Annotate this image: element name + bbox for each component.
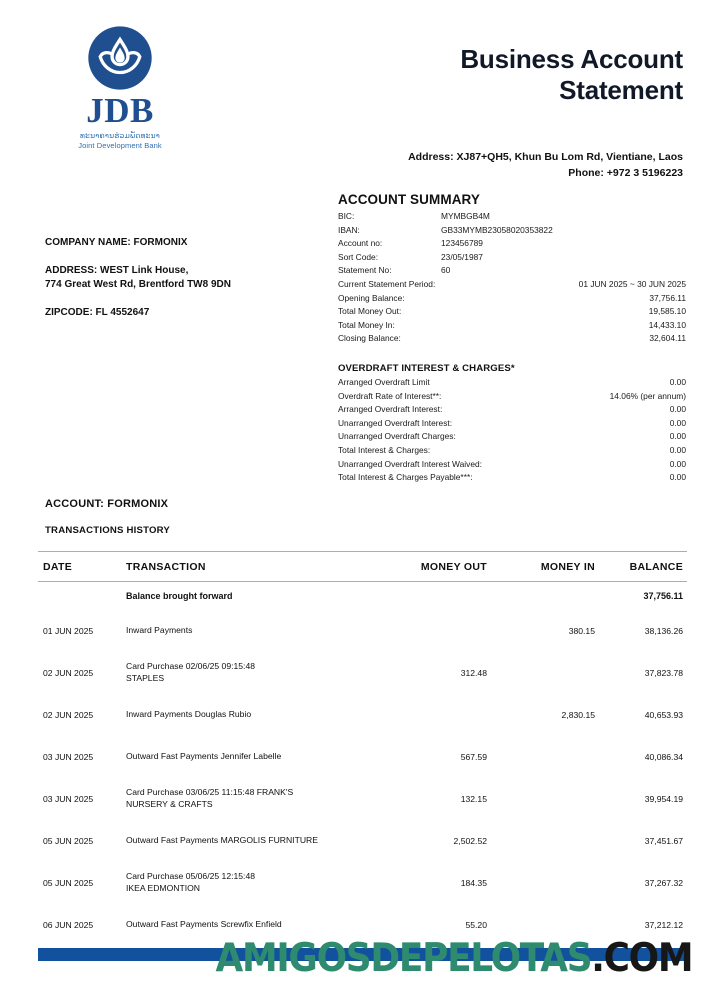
row-date: 03 JUN 2025	[43, 794, 94, 804]
summary-balance-value: 37,756.11	[649, 292, 686, 303]
summary-balance-label: Total Money In:	[338, 319, 395, 330]
charges-label: Overdraft Rate of Interest**:	[338, 390, 442, 401]
charges-row	[338, 403, 686, 417]
row-description	[126, 835, 375, 847]
overdraft-charges-title: OVERDRAFT INTEREST & CHARGES*	[338, 363, 515, 374]
summary-field-label: Account no:	[338, 238, 383, 249]
charges-label: Arranged Overdraft Limit	[338, 377, 430, 387]
row-description-line-2: STAPLES	[126, 673, 165, 683]
charges-value: 0.00	[669, 404, 686, 415]
table-row[interactable]	[38, 862, 687, 904]
charges-label: Total Interest & Charges Payable***:	[338, 472, 473, 483]
summary-balance-label: Total Money Out:	[338, 306, 402, 317]
row-balance: 37,212.12	[644, 920, 683, 930]
customer-address-line-1: ADDRESS: WEST Link House,	[45, 264, 189, 276]
column-header-balance: BALANCE	[629, 560, 683, 573]
summary-field	[338, 210, 686, 224]
row-money-in: 380.15	[568, 626, 595, 636]
row-balance: 40,653.93	[644, 710, 683, 720]
summary-balance-row	[338, 278, 686, 292]
overdraft-charges	[338, 363, 686, 485]
row-description-line-1: Outward Fast Payments Jennifer Labelle	[126, 751, 282, 762]
table-row[interactable]	[38, 778, 687, 820]
charges-label: Arranged Overdraft Interest:	[338, 404, 443, 415]
account-summary-title: ACCOUNT SUMMARY	[338, 192, 480, 207]
charges-row	[338, 430, 686, 444]
charges-value: 0.00	[669, 431, 686, 442]
column-header-money-out: MONEY OUT	[420, 560, 487, 573]
summary-field	[338, 237, 686, 251]
bank-contact	[408, 150, 683, 182]
watermark-primary: AMIGOSDEPELOTAS	[215, 936, 591, 981]
summary-field	[338, 264, 686, 278]
row-description	[126, 787, 375, 810]
charges-label: Unarranged Overdraft Charges:	[338, 431, 456, 442]
customer-details	[45, 236, 315, 320]
bbf-label: Balance brought forward	[126, 591, 233, 601]
row-description-line-2: NURSERY & CRAFTS	[126, 799, 213, 809]
row-money-out: 2,502.52	[453, 836, 487, 846]
charges-row	[338, 471, 686, 485]
charges-value: 14.06% (per annum)	[609, 390, 686, 401]
summary-field-label: IBAN:	[338, 224, 360, 235]
row-money-out: 312.48	[460, 668, 487, 678]
row-date: 05 JUN 2025	[43, 878, 94, 888]
bank-address: Address: XJ87+QH5, Khun Bu Lom Rd, Vientiane, Laos	[408, 151, 683, 163]
row-description-line-1: Outward Fast Payments Screwfix Enfield	[126, 919, 282, 930]
bank-name-full: Joint Development Bank	[78, 140, 162, 150]
row-description	[126, 661, 375, 684]
row-date: 03 JUN 2025	[43, 752, 94, 762]
row-description	[126, 919, 375, 931]
charges-value: 0.00	[669, 458, 686, 469]
row-balance: 37,823.78	[644, 668, 683, 678]
balance-brought-forward-row	[38, 582, 687, 610]
summary-field-label: Statement No:	[338, 265, 392, 276]
summary-balance-value: 14,433.10	[648, 319, 686, 330]
summary-balance-label: Opening Balance:	[338, 292, 405, 303]
title-line-2: Statement	[559, 74, 683, 105]
transactions-heading	[45, 498, 170, 536]
row-balance: 37,451.67	[644, 836, 683, 846]
page-title	[460, 44, 683, 105]
charges-row	[338, 376, 686, 390]
row-balance: 40,086.34	[644, 752, 683, 762]
row-description-line-1: Card Purchase 02/06/25 09:15:48	[126, 661, 255, 672]
charges-label: Total Interest & Charges:	[338, 445, 431, 456]
summary-balance-row	[338, 319, 686, 333]
customer-address-line-2: 774 Great West Rd, Brentford TW8 9DN	[45, 279, 231, 290]
row-money-out: 184.35	[460, 878, 487, 888]
table-row[interactable]	[38, 652, 687, 694]
watermark-suffix: .COM	[590, 936, 692, 981]
row-description-line-1: Inward Payments	[126, 625, 193, 636]
document-header	[0, 22, 720, 179]
summary-balance-value: 32,604.11	[649, 333, 686, 344]
charges-value: 0.00	[669, 472, 686, 483]
row-description-line-1: Card Purchase 05/06/25 12:15:48	[126, 871, 255, 882]
summary-field-value: GB33MYMB23058020353822	[441, 224, 553, 235]
table-header-row	[38, 552, 687, 581]
lotus-droplet-icon	[87, 25, 153, 91]
summary-balance-label: Current Statement Period:	[338, 279, 436, 290]
transactions-account: ACCOUNT: FORMONIX	[45, 498, 169, 510]
row-balance: 37,267.32	[644, 878, 683, 888]
charges-label: Unarranged Overdraft Interest:	[338, 417, 453, 428]
row-money-out: 567.59	[460, 752, 487, 762]
column-header-money-in: MONEY IN	[540, 560, 595, 573]
row-description-line-2: IKEA EDMONTION	[126, 883, 201, 893]
charges-value: 0.00	[669, 417, 686, 428]
row-date: 02 JUN 2025	[43, 668, 94, 678]
customer-zipcode: ZIPCODE: FL 4552647	[45, 306, 150, 318]
summary-field-value: 23/05/1987	[441, 251, 483, 262]
summary-field-value: MYMBGB4M	[441, 211, 490, 221]
customer-company: COMPANY NAME: FORMONIX	[45, 237, 188, 248]
account-summary	[338, 192, 686, 346]
watermark	[215, 936, 692, 981]
summary-balance-row	[338, 292, 686, 306]
table-row[interactable]	[38, 820, 687, 862]
row-description-line-1: Card Purchase 03/06/25 11:15:48 FRANK'S	[126, 787, 294, 798]
table-row[interactable]	[38, 736, 687, 778]
transactions-history-title: TRANSACTIONS HISTORY	[45, 525, 170, 536]
row-date: 06 JUN 2025	[43, 920, 94, 930]
summary-balance-row	[338, 332, 686, 346]
summary-balance-row	[338, 305, 686, 319]
charges-row	[338, 444, 686, 458]
charges-row	[338, 458, 686, 472]
summary-field-label: Sort Code:	[338, 251, 379, 262]
row-description-line-1: Outward Fast Payments MARGOLIS FURNITURE	[126, 835, 318, 846]
summary-field-value: 60	[441, 265, 451, 276]
table-row[interactable]	[38, 610, 687, 652]
row-money-in: 2,830.15	[561, 710, 595, 720]
summary-field-value: 123456789	[441, 238, 483, 249]
charges-value: 0.00	[669, 445, 686, 456]
column-header-transaction: TRANSACTION	[126, 560, 206, 573]
summary-field	[338, 251, 686, 265]
row-date: 02 JUN 2025	[43, 710, 94, 720]
table-row[interactable]	[38, 694, 687, 736]
bank-logo	[45, 22, 195, 150]
transactions-table	[38, 551, 687, 961]
row-balance: 39,954.19	[644, 794, 683, 804]
summary-balance-value: 01 JUN 2025 ~ 30 JUN 2025	[578, 279, 686, 290]
row-description	[126, 625, 375, 637]
row-money-out: 132.15	[460, 794, 487, 804]
charges-row	[338, 417, 686, 431]
row-description	[126, 709, 375, 721]
row-money-out: 55.20	[465, 920, 487, 930]
bank-phone: Phone: +972 3 5196223	[568, 166, 683, 179]
charges-label: Unarranged Overdraft Interest Waived:	[338, 458, 482, 469]
row-date: 01 JUN 2025	[43, 626, 94, 636]
row-date: 05 JUN 2025	[43, 836, 94, 846]
row-description	[126, 871, 375, 894]
row-description	[126, 751, 375, 763]
bank-wordmark: JDB	[86, 91, 154, 130]
summary-balance-value: 19,585.10	[648, 306, 686, 317]
row-description-line-1: Inward Payments Douglas Rubio	[126, 709, 252, 720]
charges-row	[338, 390, 686, 404]
charges-value: 0.00	[669, 377, 686, 387]
summary-field	[338, 224, 686, 238]
row-balance: 38,136.26	[644, 626, 683, 636]
bank-name-lao: ທະນາຄານຮ່ວມພັດທະນາ	[80, 130, 160, 140]
column-header-date: DATE	[43, 560, 73, 573]
summary-balance-label: Closing Balance:	[338, 333, 401, 344]
summary-field-label: BIC:	[338, 211, 355, 221]
title-line-1: Business Account	[460, 44, 683, 74]
bbf-balance: 37,756.11	[643, 591, 683, 601]
